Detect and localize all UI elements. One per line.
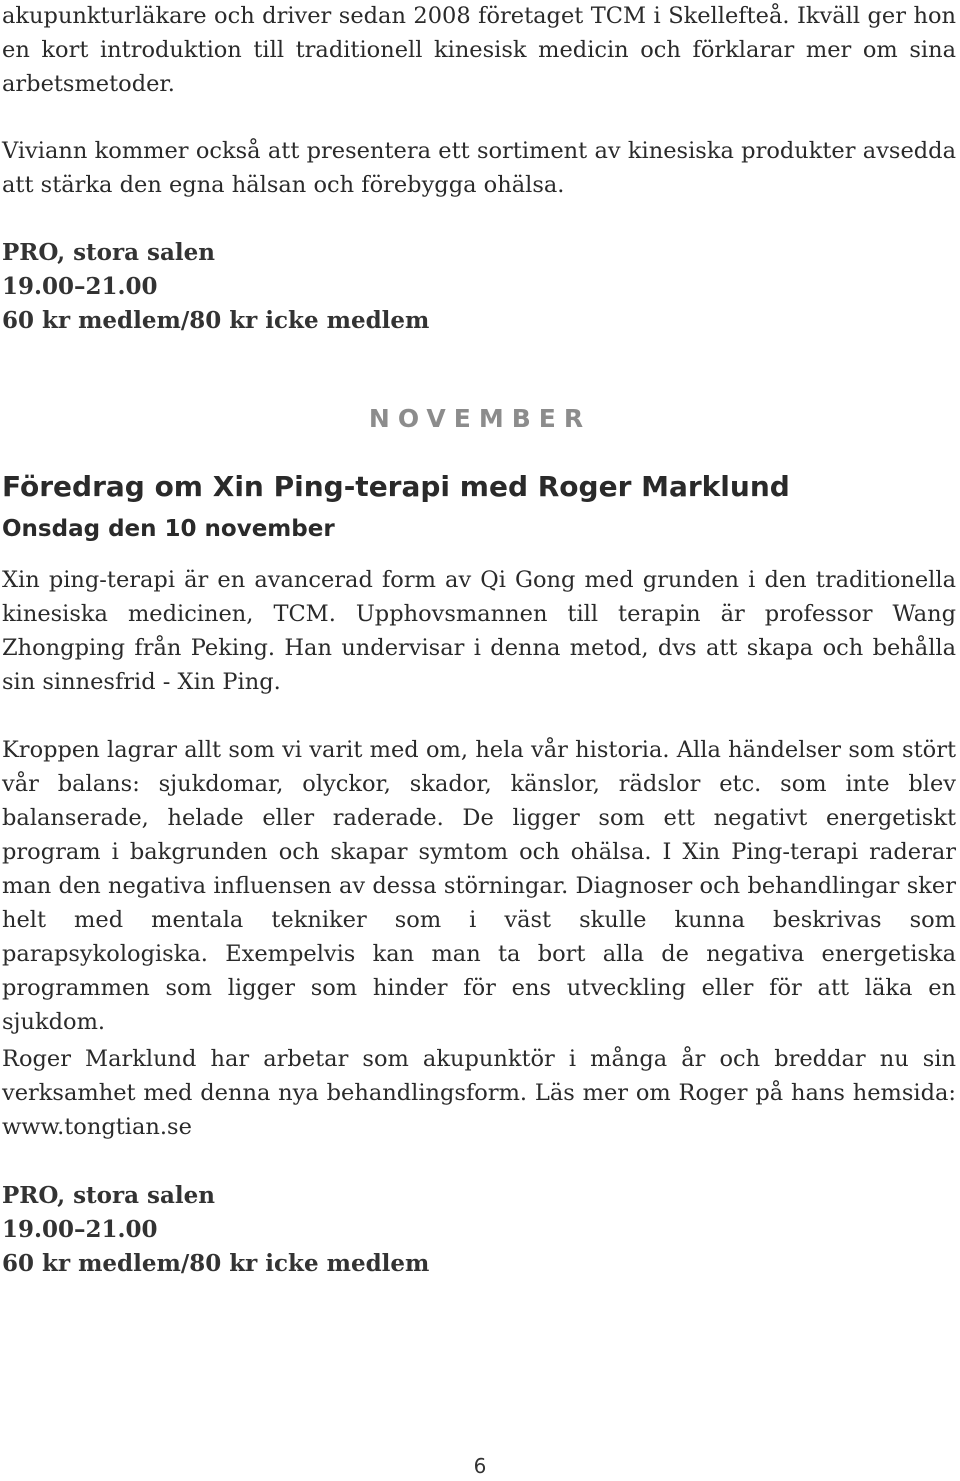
event-venue: PRO, stora salen (2, 1182, 215, 1209)
month-heading: NOVEMBER (368, 404, 592, 433)
lecture-title: Föredrag om Xin Ping-terapi med Roger Marklund (2, 470, 790, 503)
intro-paragraph-2: Viviann kommer också att presentera ett sortiment av kinesiska produkter avsedda att stärka den egna hälsan och förebygga ohälsa. (2, 138, 956, 198)
lecture-paragraph-1: Xin ping-terapi är en avancerad form av Qi Gong med grunden i den traditionella kinesiska medicinen, TCM. Upphovsmannen till terapin är professor Wang Zhongping från Peking. Han undervisar i denna metod, dvs att skapa och behålla sin sinnesfrid - Xin Ping. (2, 567, 956, 695)
lecture-date: Onsdag den 10 november (2, 516, 335, 542)
event-time: 19.00–21.00 (2, 273, 158, 300)
event-info-2 (2, 1179, 429, 1281)
lecture-paragraph-3: Roger Marklund har arbetar som akupunktör i många år och breddar nu sin verksamhet med denna nya behandlingsform. Läs mer om Roger på hans hemsida: www.tongtian.se (2, 1046, 956, 1140)
event-info-1 (2, 236, 429, 338)
event-venue: PRO, stora salen (2, 239, 215, 266)
lecture-paragraph-2: Kroppen lagrar allt som vi varit med om, hela vår historia. Alla händelser som stört vår balans: sjukdomar, olyckor, skador, känslor, rädslor etc. som inte blev balanserade, helade eller raderade. De ligger som ett negativt energetiskt program i bakgrunden och skapar symtom och ohälsa. I Xin Ping-terapi raderar man den negativa influensen av dessa störningar. Diagnoser och behandlingar sker helt med mentala tekniker som i väst skulle kunna beskrivas som parapsykologiska. Exempelvis kan man ta bort alla de negativa energetiska programmen som ligger som hinder för ens utveckling eller för att läka en sjukdom. (2, 737, 956, 1035)
event-price: 60 kr medlem/80 kr icke medlem (2, 307, 430, 334)
intro-paragraph-1: akupunkturläkare och driver sedan 2008 företaget TCM i Skellefteå. Ikväll ger hon en kort introduktion till traditionell kinesisk medicin och förklarar mer om sina arbetsmetoder. (2, 3, 956, 97)
event-price: 60 kr medlem/80 kr icke medlem (2, 1250, 430, 1277)
event-time: 19.00–21.00 (2, 1216, 158, 1243)
page-number: 6 (473, 1454, 487, 1478)
